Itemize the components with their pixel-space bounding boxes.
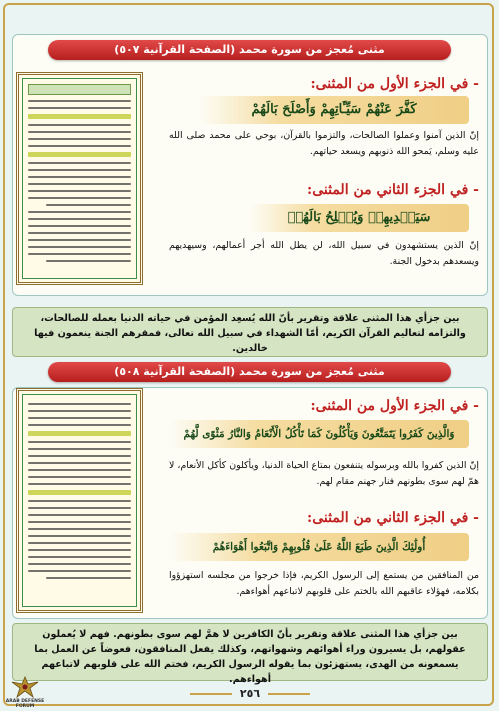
logo-text: ARAB DEFENSE FORUM bbox=[5, 699, 45, 709]
section-2-part-1-heading: - في الجزء الأول من المثنى: bbox=[310, 398, 479, 414]
section-1-title: مثنى مُعجز من سورة محمد (الصفحة القرآنية ٥٠٧) bbox=[48, 40, 451, 60]
section-1-part-2-heading: - في الجزء الثاني من المثنى: bbox=[307, 182, 479, 198]
section-2-summary: بين جزأي هذا المثنى علاقة وتقرير بأنّ الكافرين لا همَّ لهم سوى بطونهم. فهم لا يُعملون عقولهم، بل يسيرون وراء أهوائهم وشهواتهم، وكذلك يفعل المنافقون، فعوضاً عن العمل بما يسمعونه من الهدى، يستهزئون بما يقوله الرسول الكريم، فختم الله على قلوبهم لاتباعهم أهواءهم. bbox=[12, 623, 488, 681]
section-1-part-1-text: إنّ الذين آمنوا وعملوا الصالحات، والتزموا بالقرآن، بوحي على محمد صلى الله عليه وسلم، يَمحو الله ذنوبهم ويسعد حياتهم. bbox=[169, 130, 479, 157]
mushaf-page-image-507 bbox=[16, 72, 143, 285]
eagle-icon bbox=[11, 675, 39, 699]
section-2-title: مثنى مُعجز من سورة محمد (الصفحة القرآنية ٥٠٨) bbox=[48, 362, 451, 382]
section-1-part-2-verse: سَيَهۡدِيهِمۡ وَيُصۡلِحُ بَالَهُمۡ bbox=[249, 204, 469, 232]
section-1-part-2-text: إنّ الذين يستشهدون في سبيل الله، لن يطل الله أجر أعمالهم، وسيهديهم ويسعدهم بدخول الجنة. bbox=[169, 240, 479, 267]
page-footer bbox=[190, 686, 310, 702]
section-1-part-1-heading: - في الجزء الأول من المثنى: bbox=[310, 76, 479, 92]
mushaf-page-image-508 bbox=[16, 388, 143, 613]
watermark-logo bbox=[4, 675, 46, 709]
section-1-summary: بين جزأي هذا المثنى علاقة وتقرير بأنّ الله يُسعِد المؤمن في حياته الدنيا بعمله للصالحات، والتزامه لتعاليم القرآن الكريم، أمّا الشهداء في سبيل الله تعالى، فمقرهم الجنة ينعمون فيها خالدين. bbox=[12, 307, 488, 357]
page-number: ٢٥٦ bbox=[232, 686, 268, 702]
section-2-part-1-verse: وَالَّذِينَ كَفَرُوا يَتَمَتَّعُونَ وَيَأْكُلُونَ كَمَا تَأْكُلُ الْأَنْعَامُ وَالنَّارُ مَثْوًى لَّهُمْ bbox=[169, 420, 469, 448]
section-2-part-2-verse: أُولَٰئِكَ الَّذِينَ طَبَعَ اللَّهُ عَلَىٰ قُلُوبِهِمْ وَاتَّبَعُوا أَهْوَاءَهُمْ bbox=[169, 533, 469, 561]
section-2-part-2-heading: - في الجزء الثاني من المثنى: bbox=[307, 510, 479, 526]
section-2-part-1-text: إنّ الذين كفروا بالله وبرسوله يتنفعون بمتاع الحياة الدنيا، ويأكلون كأكل الأنعام، لا همّ لهم سوى بطونهم فنار جهنم مقام لهم. bbox=[169, 460, 479, 487]
section-1-part-1-verse: كَفَّرَ عَنْهُمْ سَيِّـَٔاتِهِمْ وَأَصْلَحَ بَالَهُمْ bbox=[199, 96, 469, 124]
section-2-part-2-text: من المنافقين من يستمع إلى الرسول الكريم، فإذا خرجوا من مجلسه استهزؤوا بكلامه، فهؤلاء عاقبهم الله بالختم على قلوبهم لاتباعهم أهواءهم. bbox=[169, 570, 479, 597]
